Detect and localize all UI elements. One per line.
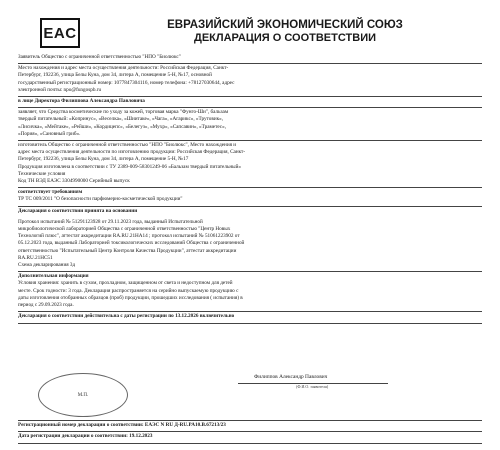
- signature-caption: (Ф.И.О. заявителя): [296, 384, 329, 389]
- additional-line: месте. Срок годности: 3 года. Декларация распространяется на серийно выпускаемую продукцию с: [18, 287, 239, 294]
- applicant-address-line: Петербург, 192236, улица Белы Куна, дом 34, литера А, помещение 5-Н, №17, основной: [18, 72, 212, 79]
- requirements-heading: соответствует требованиям: [18, 189, 83, 196]
- registration-number: Регистрационный номер декларации о соответствии: ЕАЭС N RU Д-RU.PA10.B.67213/23: [18, 422, 226, 428]
- additional-line: период с 29.09.2023 года.: [18, 302, 74, 309]
- additional-line: даты изготовления отобранных образцов (проб) продукции, прошедших исследования ( испытания) в: [18, 294, 243, 301]
- divider: [18, 96, 482, 97]
- registration-date: Дата регистрации декларации о соответствии: 19.12.2023: [18, 433, 153, 440]
- basis-line: Протокол испытаний № 51291123928 от 29.11.2023 года, выданный Испытательной: [18, 218, 203, 225]
- product-spec-line: Технические условия: [18, 170, 66, 177]
- requirements-text: ТР ТС 009/2011 "О безопасности парфюмерно-косметической продукции": [18, 196, 183, 203]
- registration-block: [18, 418, 482, 445]
- applicant-address-line: государственный регистрационный номер: 1077847304116, номер телефона: +78127030644, адрес: [18, 79, 235, 86]
- declaration-body: [18, 54, 482, 325]
- manufacturer-line: Петербург, 192236, улица Белы Куна, дом 34, литера А, помещение 5-Н, №17: [18, 156, 189, 163]
- declaration-title: ДЕКЛАРАЦИЯ О СООТВЕТСТВИИ: [193, 32, 377, 44]
- validity-line: Декларация о соответствии действительна с даты регистрации по 13.12.2026 включительно: [18, 313, 235, 320]
- basis-line: 05.12.2023 года, выданный Лабораторией токсикологических исследований Общества с ограниченной: [18, 240, 245, 247]
- divider: [18, 206, 482, 207]
- director-line: в лице Директора Филиппова Александра Павловича: [18, 98, 145, 105]
- applicant-email-line: электронной почты: npo@fungospb.ru: [18, 86, 102, 93]
- applicant-address-line: Место нахождения и адрес места осуществления деятельности: Российская Федерация, Санкт-: [18, 65, 229, 72]
- stamp-seal: [38, 373, 128, 417]
- eac-logo: EAC: [40, 18, 80, 48]
- manufacturer-line: адрес места осуществления деятельности по изготовлению продукции: Российская Федерация, Санкт-: [18, 149, 246, 156]
- divider: [18, 311, 482, 312]
- divider: [18, 63, 482, 64]
- basis-line: Технологий плюс", аттестат аккредитации RA.RU.21НА14 ; протокол испытаний № 51061223902 от: [18, 233, 240, 240]
- scheme-line: Схема декларирования 3д: [18, 262, 76, 269]
- declares-line: «Лисичка», «Мейтаке», «Рейши», «Кордицепс», «Белегуз», «Мухр», «Сапсавин», «Траметес»,: [18, 123, 226, 130]
- document-header: [88, 18, 482, 45]
- product-spec-line: Продукция изготовлена в соответствии с ТУ 2389-009-58301249-06 «Бальзам твердый питательный»: [18, 163, 241, 170]
- basis-line: RA.RU.21НС51: [18, 254, 53, 261]
- divider: [18, 323, 482, 324]
- signatory-name: Филиппов Александр Павлович: [254, 374, 328, 380]
- divider: [18, 431, 482, 432]
- stamp-label: М.П.: [77, 392, 89, 398]
- basis-heading: Декларация о соответствии принята на основании: [18, 207, 138, 214]
- basis-line: ответственностью "Испытательный Центр Контроля Качества Продукции", аттестат аккредитации: [18, 247, 237, 254]
- divider: [18, 187, 482, 188]
- additional-line: Условия хранения: хранить в сухом, прохладном, защищенном от света и недоступном для детей: [18, 280, 233, 287]
- declares-line: твердый питательный: «Копринус», «Веселка», «Шиитаке», «Чага», «Агарикс», «Трутовик»,: [18, 116, 224, 123]
- divider: [18, 107, 482, 108]
- basis-line: микробиологической лабораторией Общества с ограниченной ответственностью "Центр Новых: [18, 226, 231, 233]
- hs-code-line: Код ТН ВЭД ЕАЭС 3304990000 Серийный выпуск: [18, 178, 130, 185]
- additional-heading: Дополнительная информация: [18, 273, 89, 280]
- union-title: ЕВРАЗИЙСКИЙ ЭКОНОМИЧЕСКИЙ СОЮЗ: [167, 19, 403, 31]
- declares-line: заявляет, что Средства косметические по уходу за кожей, торговая марка "Фунго-Ши", бальзам: [18, 109, 229, 116]
- applicant-line: Заявитель Общество с ограниченной ответственностью "НПО "Биолюкс": [18, 54, 181, 60]
- declaration-page: [18, 10, 482, 440]
- manufacturer-line: изготовитель Общество с ограниченной ответственностью "НПО "Биолюкс", Место нахождения и: [18, 142, 237, 149]
- divider: [18, 271, 482, 272]
- divider: [18, 443, 482, 444]
- divider: [18, 420, 482, 421]
- divider: [18, 140, 482, 141]
- declares-line: «Пория», «Сановный гриб».: [18, 130, 81, 137]
